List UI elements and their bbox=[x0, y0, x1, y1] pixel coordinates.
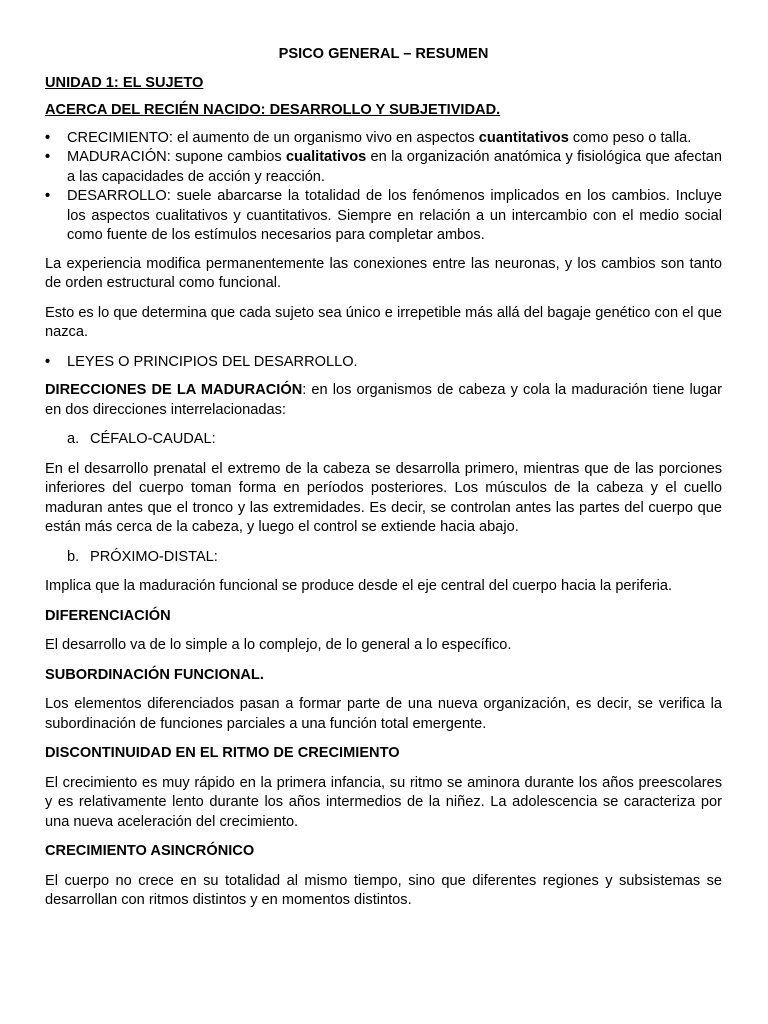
heading-discontinuidad: DISCONTINUIDAD EN EL RITMO DE CRECIMIENTO bbox=[45, 745, 400, 761]
bullet-icon: • bbox=[45, 129, 51, 146]
bold-term: cualitativos bbox=[285, 149, 367, 165]
lettered-item-b bbox=[45, 548, 722, 568]
bold-term: DIRECCIONES DE LA MADURACIÓN bbox=[45, 382, 303, 398]
list-item-text: MADURACIÓN: supone cambios bbox=[67, 149, 286, 165]
list-marker: a. bbox=[67, 431, 80, 447]
unit-heading: UNIDAD 1: EL SUJETO bbox=[45, 74, 204, 91]
list-item-crecimiento bbox=[45, 129, 722, 149]
definitions-list bbox=[45, 129, 722, 246]
paragraph-text: : en los organismos de cabeza y cola la maduración tiene lugar en dos direcciones interrelacionadas: bbox=[45, 382, 722, 418]
bullet-icon: • bbox=[45, 149, 51, 165]
list-item-text: CRECIMIENTO: el aumento de un organismo vivo en aspectos bbox=[67, 129, 479, 146]
bullet-icon: • bbox=[45, 188, 51, 204]
paragraph-proximo-distal: Implica que la maduración funcional se produce desde el eje central del cuerpo hacia la periferia. bbox=[45, 578, 673, 594]
paragraph-subordinacion: Los elementos diferenciados pasan a formar parte de una nueva organización, es decir, se verifica la subordinación de funciones parciales a una función total emergente. bbox=[45, 696, 722, 732]
list-item-leyes bbox=[45, 353, 722, 373]
heading-subordinacion: SUBORDINACIÓN FUNCIONAL. bbox=[45, 666, 264, 683]
paragraph-cefalo-caudal: En el desarrollo prenatal el extremo de la cabeza se desarrolla primero, mientras que de las porciones inferiores del cuerpo toman forma en períodos posteriores. Los músculos de la cabeza y el cuello maduran antes que el tronco y las extremidades. Es decir, se controlan antes las partes del cuerpo que están más cerca de la cabeza, y luego el control se extiende hacia abajo. bbox=[45, 460, 722, 535]
bullet-icon: • bbox=[45, 353, 51, 370]
paragraph-asincronico: El cuerpo no crece en su totalidad al mismo tiempo, sino que diferentes regiones y subsistemas se desarrollan con ritmos distintos y en momentos distintos. bbox=[45, 872, 722, 908]
paragraph-diferenciacion: El desarrollo va de lo simple a lo complejo, de lo general a lo específico. bbox=[45, 637, 512, 653]
lettered-item-label: PRÓXIMO-DISTAL: bbox=[90, 548, 218, 565]
list-item-text: como peso o talla. bbox=[568, 129, 692, 146]
list-item-desarrollo bbox=[45, 187, 722, 246]
paragraph-direcciones bbox=[45, 381, 722, 420]
paragraph-discontinuidad: El crecimiento es muy rápido en la primera infancia, su ritmo se aminora durante los años preescolares y es relativamente lento durante los años intermedios de la niñez. La adolescencia se caracteriza por una nueva aceleración del crecimiento. bbox=[45, 774, 722, 830]
list-item-text: en la organización anatómica y fisiológica que afectan a las capacidades de acción y reacción. bbox=[67, 149, 722, 185]
lettered-item-label: CÉFALO-CAUDAL: bbox=[90, 431, 216, 447]
lettered-item-a bbox=[45, 430, 722, 450]
paragraph-unico: Esto es lo que determina que cada sujeto sea único e irrepetible más allá del bagaje genético con el que nazca. bbox=[45, 304, 722, 340]
section-heading: ACERCA DEL RECIÉN NACIDO: DESARROLLO Y SUBJETIVIDAD. bbox=[45, 102, 501, 118]
list-item-text: DESARROLLO: suele abarcarse la totalidad de los fenómenos implicados en los cambios. Incluye los aspectos cualitativos y cuantitativos. Siempre en relación a un intercambio con el medio social como fuente de los estímulos necesarios para completar ambos. bbox=[67, 188, 722, 243]
list-marker: b. bbox=[67, 548, 80, 565]
list-item-maduracion bbox=[45, 148, 722, 187]
heading-asincronico: CRECIMIENTO ASINCRÓNICO bbox=[45, 843, 255, 859]
principles-list bbox=[45, 353, 722, 373]
list-item-text: LEYES O PRINCIPIOS DEL DESARROLLO. bbox=[67, 353, 358, 370]
paragraph-experiencia: La experiencia modifica permanentemente las conexiones entre las neuronas, y los cambios son tanto de orden estructural como funcional. bbox=[45, 255, 722, 291]
heading-diferenciacion: DIFERENCIACIÓN bbox=[45, 607, 171, 624]
document-title: PSICO GENERAL – RESUMEN bbox=[278, 46, 489, 62]
bold-term: cuantitativos bbox=[478, 129, 569, 146]
